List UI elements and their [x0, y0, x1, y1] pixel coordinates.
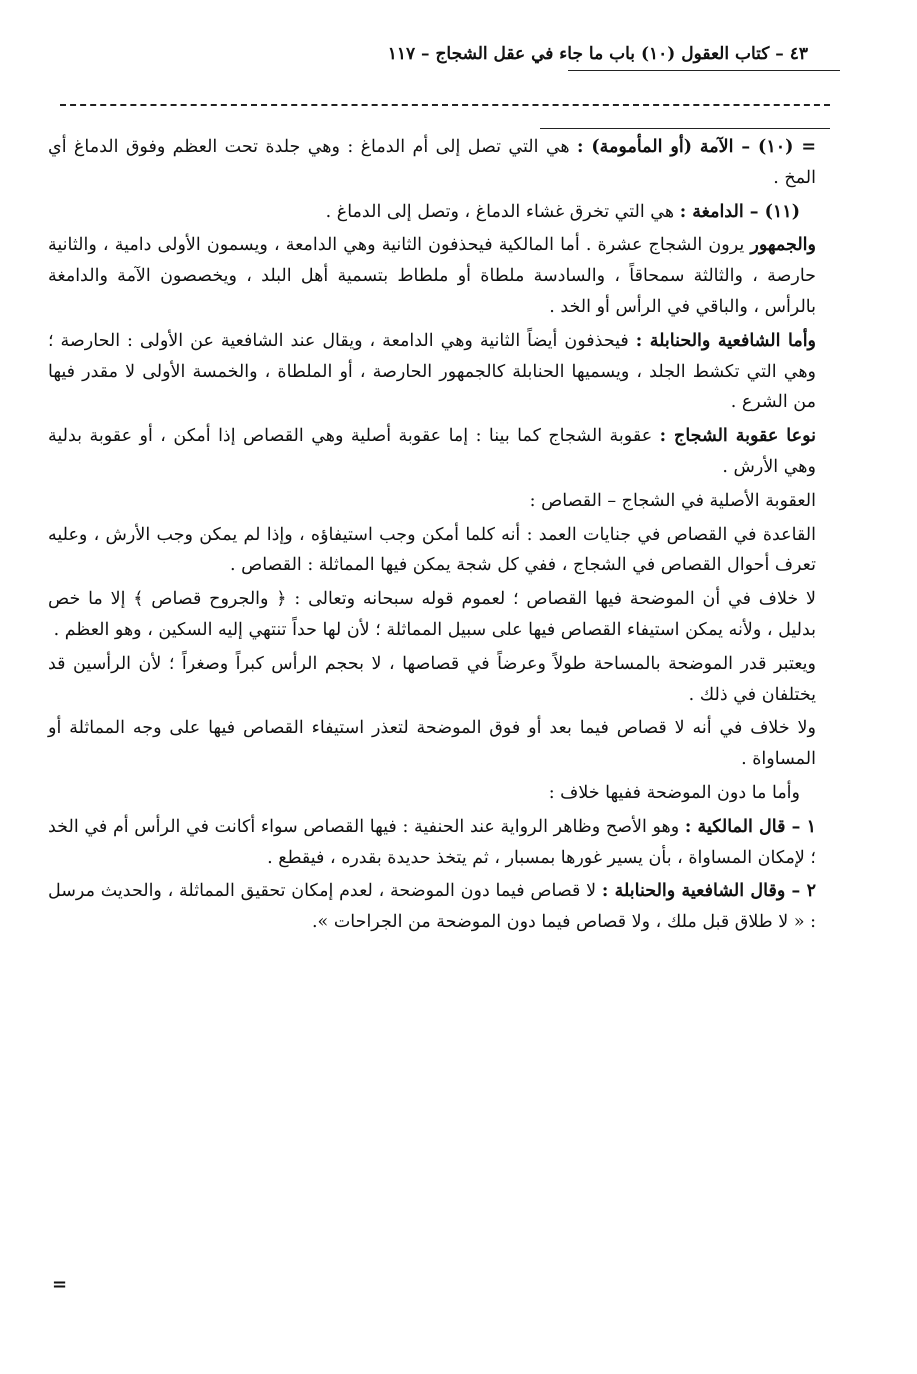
page-body	[48, 132, 816, 941]
header-title: ٤٣ – كتاب العقول (١٠) باب ما جاء في عقل الشجاج – ١١٧	[387, 44, 808, 64]
paragraph-below: وأما ما دون الموضحة ففيها خلاف :	[548, 782, 800, 803]
section-heading: العقوبة الأصلية في الشجاج – القصاص :	[529, 490, 816, 511]
paragraph-ammah: = (١٠) – الآمة (أو المأمومة) : هي التي تصل إلى أم الدماغ : وهي جلدة تحت العظم وفوق الدماغ أي المخ .	[48, 137, 816, 188]
term: (١١) – الدامغة :	[679, 201, 800, 222]
term: ١ – قال المالكية :	[684, 816, 817, 837]
header-rule	[568, 70, 840, 71]
term: نوعا عقوبة الشجاج :	[659, 426, 816, 447]
dashed-separator	[60, 104, 830, 106]
paragraph-shafii-hanbali: ٢ – وقال الشافعية والحنابلة : لا قصاص فيما دون الموضحة ، لعدم إمكان تحقيق المماثلة ، والحديث مرسل : « لا طلاق قبل ملك ، ولا قصاص فيما دون الموضحة من الجراحات ».	[48, 881, 816, 933]
paragraph-jumhur: والجمهور يرون الشجاج عشرة . أما المالكية فيحذفون الثانية وهي الدامعة ، ويسمون الأولى دامية ، والثانية حارصة ، والثالثة سمحاقاً ، والسادسة ملطاة أو ملطاط بتسمية أهل البلد ، ويخصصون الآمة والدامغة بالرأس ، والباقي في الرأس أو الخد .	[48, 235, 816, 317]
continuation-mark: =	[52, 1274, 68, 1295]
paragraph-beyond: ولا خلاف في أنه لا قصاص فيما بعد أو فوق الموضحة لتعذر استيفاء القصاص فيها على وجه المماثلة أو المساواة .	[48, 718, 816, 770]
paragraph-shafiiyya: وأما الشافعية والحنابلة : فيحذفون أيضاً الثانية وهي الدامعة ، ويقال عند الشافعية عن الأولى : الحارصة ؛ وهي التي تكشط الجلد ، ويسميها الحنابلة كالجمهور الحارصة ، أو الملطاة ، والخمسة الأولى لا مقدر فيها من الشرع .	[48, 330, 817, 413]
paragraph-damighah: (١١) – الدامغة : هي التي تخرق غشاء الدماغ ، وتصل إلى الدماغ .	[325, 201, 800, 222]
term: = (١٠) – الآمة (أو المأمومة) :	[577, 137, 816, 157]
paragraph-mudiha: لا خلاف في أن الموضحة فيها القصاص ؛ لعموم قوله سبحانه وتعالى : ﴿ والجروح قصاص ﴾ إلا ما خص بدليل ، ولأنه يمكن استيفاء القصاص فيها على سبيل المماثلة ؛ لأن لها حداً تنتهي إليه السكين ، وهو العظم .	[48, 589, 816, 640]
term: وأما الشافعية والحنابلة :	[635, 330, 817, 351]
running-header	[48, 44, 808, 74]
paragraph-rule: القاعدة في القصاص في جنايات العمد : أنه كلما أمكن وجب استيفاؤه ، وإذا لم يمكن وجب الأرش ، وعليه تعرف أحوال القصاص في الشجاج ، ففي كل شجة يمكن فيها المماثلة : القصاص .	[48, 524, 816, 576]
paragraph-maliki: ١ – قال المالكية : وهو الأصح وظاهر الرواية عند الحنفية : فيها القصاص سواء أكانت في الرأس أم في الخد ؛ لإمكان المساواة ، بأن يسير غورها بمسبار ، ثم يتخذ حديدة بقدره ، فيقطع .	[48, 816, 817, 868]
paragraph-types: نوعا عقوبة الشجاج : عقوبة الشجاج كما بينا : إما عقوبة أصلية وهي القصاص إذا أمكن ، أو عقوبة بدلية وهي الأرش .	[48, 426, 816, 477]
footnote-rule	[540, 128, 830, 129]
term: ٢ – وقال الشافعية والحنابلة :	[601, 881, 816, 902]
term: والجمهور	[750, 235, 816, 256]
paragraph-measure: ويعتبر قدر الموضحة بالمساحة طولاً وعرضاً في قصاصها ، لا بحجم الرأس كبراً وصغراً ؛ لأن الرأسين قد يختلفان في ذلك .	[48, 653, 816, 705]
